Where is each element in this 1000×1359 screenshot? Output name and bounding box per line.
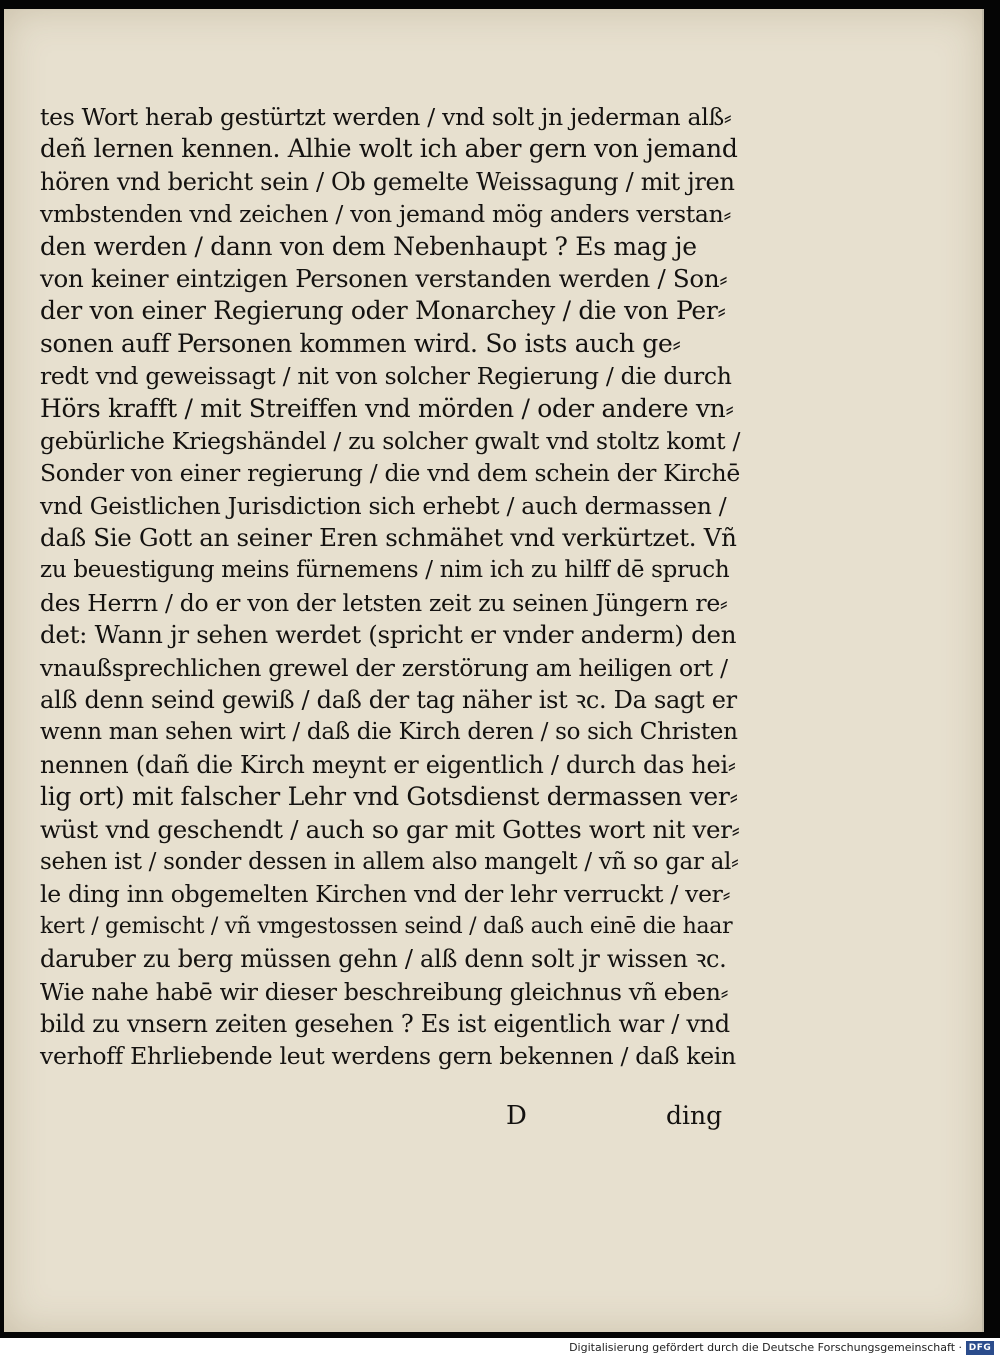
text-line: sehen ist / sonder dessen in allem also mangelt / vñ so gar al⸗ <box>40 848 739 875</box>
signature-mark: D <box>506 1101 527 1131</box>
text-line: des Herrn / do er von der letsten zeit zu seinen Jüngern re⸗ <box>40 588 728 617</box>
text-line: redt vnd geweissagt / nit von solcher Regierung / die durch <box>40 362 732 391</box>
catchword: ding <box>666 1101 723 1130</box>
text-line: lig ort) mit falscher Lehr vnd Gotsdienst dermassen ver⸗ <box>40 782 738 812</box>
dfg-logo: DFG <box>966 1341 994 1355</box>
text-line: deñ lernen kennen. Alhie wolt ich aber gern von jemand <box>40 134 738 164</box>
text-line: le ding inn obgemelten Kirchen vnd der lehr verruckt / ver⸗ <box>40 880 731 909</box>
funding-text: Digitalisierung gefördert durch die Deutsche Forschungsgemeinschaft · <box>569 1341 962 1354</box>
text-line: tes Wort herab gestürtzt werden / vnd solt jn jederman alß⸗ <box>40 103 732 131</box>
text-line: von keiner eintzigen Personen verstanden werden / Son⸗ <box>40 263 728 293</box>
text-line: vnaußsprechlichen grewel der zerstörung am heiligen ort / <box>40 653 728 682</box>
text-line: der von einer Regierung oder Monarchey / die von Per⸗ <box>40 296 726 326</box>
page-text-block <box>40 101 741 1073</box>
text-line: Wie nahe habē wir dieser beschreibung gleichnus vñ eben⸗ <box>40 977 729 1006</box>
text-line: vmbstenden vnd zeichen / von jemand mög anders verstan⸗ <box>40 200 731 229</box>
text-line: hören vnd bericht sein / Ob gemelte Weissagung / mit jren <box>40 167 735 196</box>
text-line: Sonder von einer regierung / die vnd dem schein der Kirchē <box>40 459 740 488</box>
text-line: daruber zu berg müssen gehn / alß denn solt jr wissen ꝛc. <box>40 945 727 974</box>
text-line: wüst vnd geschendt / auch so gar mit Gottes wort nit ver⸗ <box>40 814 740 844</box>
text-line: zu beuestigung meins fürnemens / nim ich zu hilff dē spruch <box>40 557 730 584</box>
text-line: den werden / dann von dem Nebenhaupt ? Es mag je <box>40 231 697 261</box>
text-line: bild zu vnsern zeiten gesehen ? Es ist eigentlich war / vnd <box>40 1009 730 1038</box>
text-line: det: Wann jr sehen werdet (spricht er vnder anderm) den <box>40 620 737 650</box>
text-line: vnd Geistlichen Jurisdiction sich erhebt / auch dermassen / <box>40 491 727 520</box>
book-page <box>4 9 984 1332</box>
text-line: kert / gemischt / vñ vmgestossen seind / daß auch einē die haar <box>40 913 733 939</box>
text-line: daß Sie Gott an seiner Eren schmähet vnd verkürtzet. Vñ <box>40 523 737 553</box>
text-line: sonen auff Personen kommen wird. So ists auch ge⸗ <box>40 328 681 358</box>
catchword-row <box>40 1101 740 1137</box>
text-line: Hörs krafft / mit Streiffen vnd mörden / oder andere vn⸗ <box>40 393 734 423</box>
text-line: gebürliche Kriegshändel / zu solcher gwalt vnd stoltz komt / <box>40 426 741 455</box>
text-line: wenn man sehen wirt / daß die Kirch deren / so sich Christen <box>40 719 738 746</box>
funding-footer <box>0 1338 1000 1359</box>
text-line: nennen (dañ die Kirch meynt er eigentlich / durch das hei⸗ <box>40 750 736 779</box>
text-line: verhoff Ehrliebende leut werdens gern bekennen / daß kein <box>40 1042 736 1071</box>
text-line: alß denn seind gewiß / daß der tag näher ist ꝛc. Da sagt er <box>40 686 737 715</box>
